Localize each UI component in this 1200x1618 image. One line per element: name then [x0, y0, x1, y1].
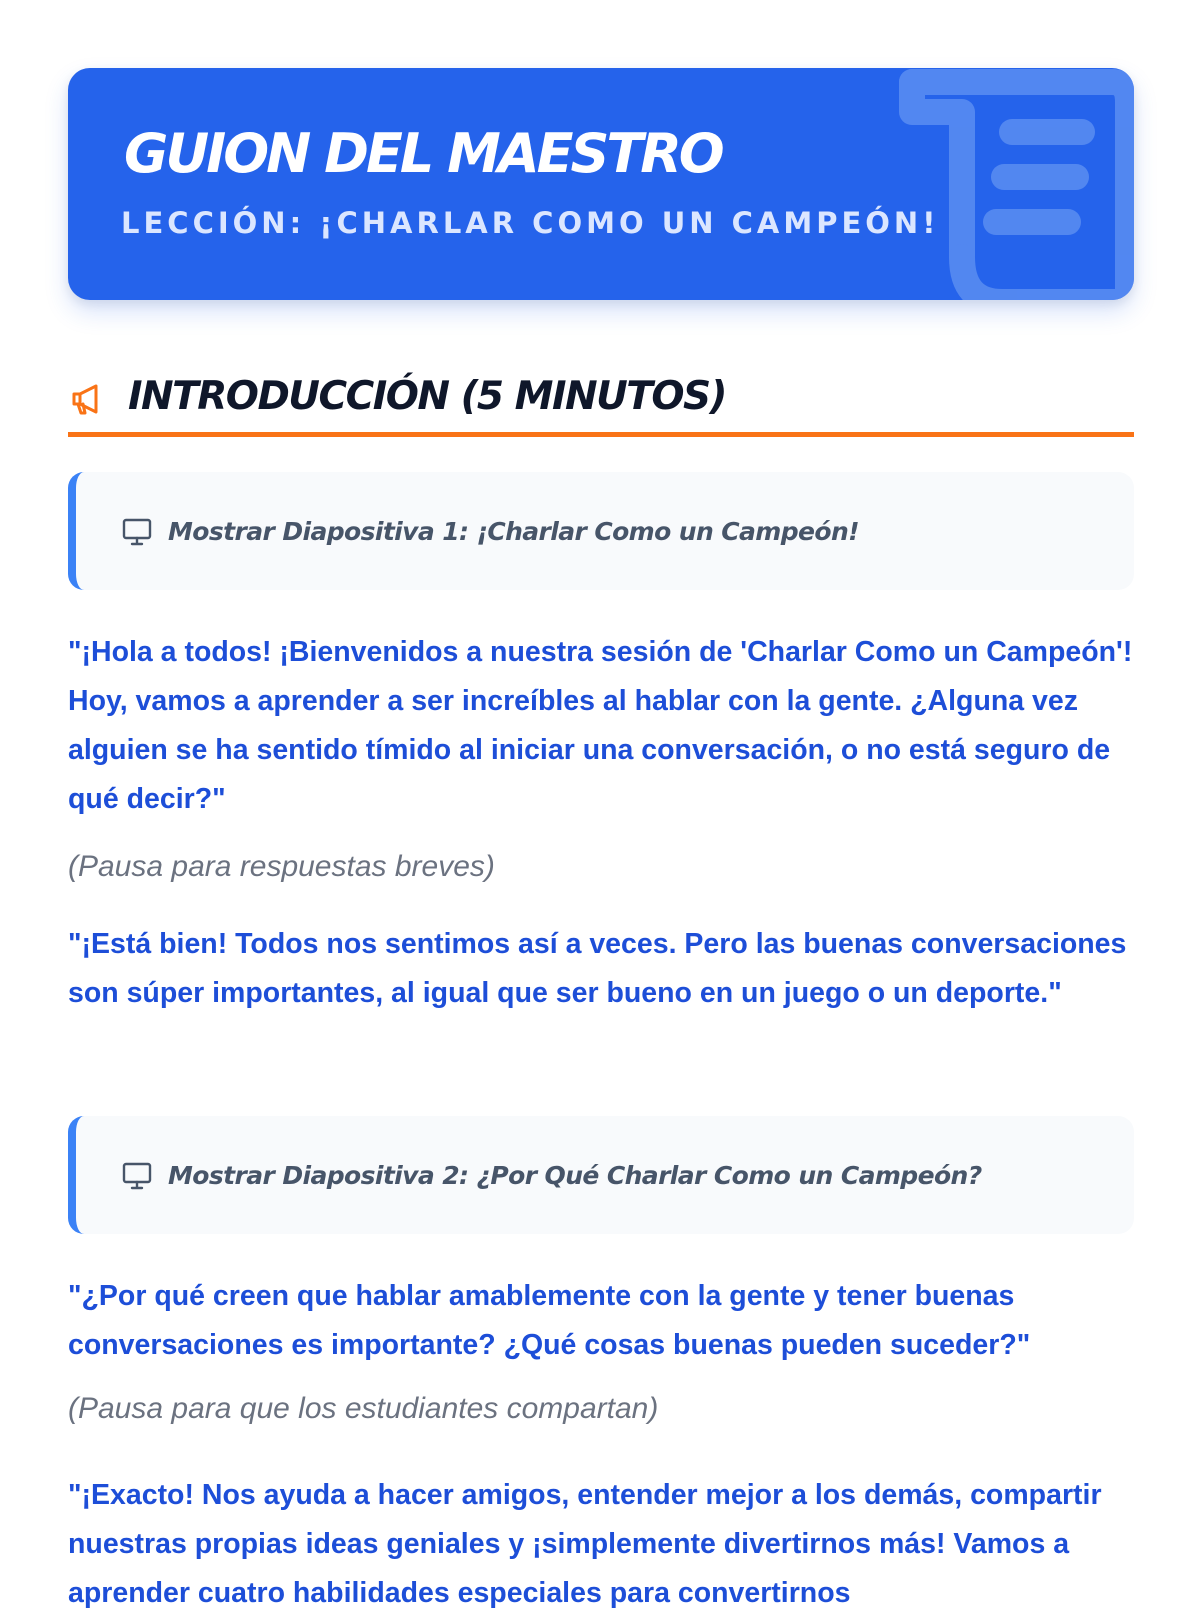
lesson-subtitle: LECCIÓN: ¡CHARLAR COMO UN CAMPEÓN!: [121, 206, 940, 240]
script-speech: "¡Está bien! Todos nos sentimos así a veces. Pero las buenas conversaciones son súper importantes, al igual que ser bueno en un juego o un deporte.": [68, 928, 1127, 1009]
monitor-icon: [122, 518, 152, 546]
slide-cue-2: [68, 1116, 1134, 1234]
pause-note: (Pausa para que los estudiantes compartan): [68, 1392, 659, 1425]
script-speech: "¡Exacto! Nos ayuda a hacer amigos, entender mejor a los demás, compartir nuestras propias ideas geniales y ¡simplemente divertirnos más! Vamos a aprender cuatro habilidades especiales para convertirnos: [68, 1479, 1102, 1609]
teacher-script-page: [68, 68, 1134, 1609]
megaphone-icon: [70, 382, 104, 416]
section-title: INTRODUCCIÓN (5 MINUTOS): [128, 374, 726, 419]
monitor-icon: [122, 1162, 152, 1190]
header-banner: [68, 68, 1134, 300]
slide-cue-text: Mostrar Diapositiva 1: ¡Charlar Como un Campeón!: [168, 517, 859, 546]
slide-cue-text: Mostrar Diapositiva 2: ¿Por Qué Charlar Como un Campeón?: [168, 1161, 982, 1190]
slide-cue-1: [68, 472, 1134, 590]
page-title: GUION DEL MAESTRO: [124, 122, 722, 185]
scroll-icon: [892, 68, 1134, 300]
pause-note: (Pausa para respuestas breves): [68, 850, 495, 883]
script-speech: "¡Hola a todos! ¡Bienvenidos a nuestra sesión de 'Charlar Como un Campeón'! Hoy, vamos a aprender a ser increíbles al hablar con la gente. ¿Alguna vez alguien se ha sentido tímido al iniciar una conversación, o no está seguro de qué decir?": [68, 636, 1133, 815]
script-speech: "¿Por qué creen que hablar amablemente con la gente y tener buenas conversaciones es importante? ¿Qué cosas buenas pueden suceder?": [68, 1280, 1031, 1361]
section-heading: [68, 356, 1134, 437]
